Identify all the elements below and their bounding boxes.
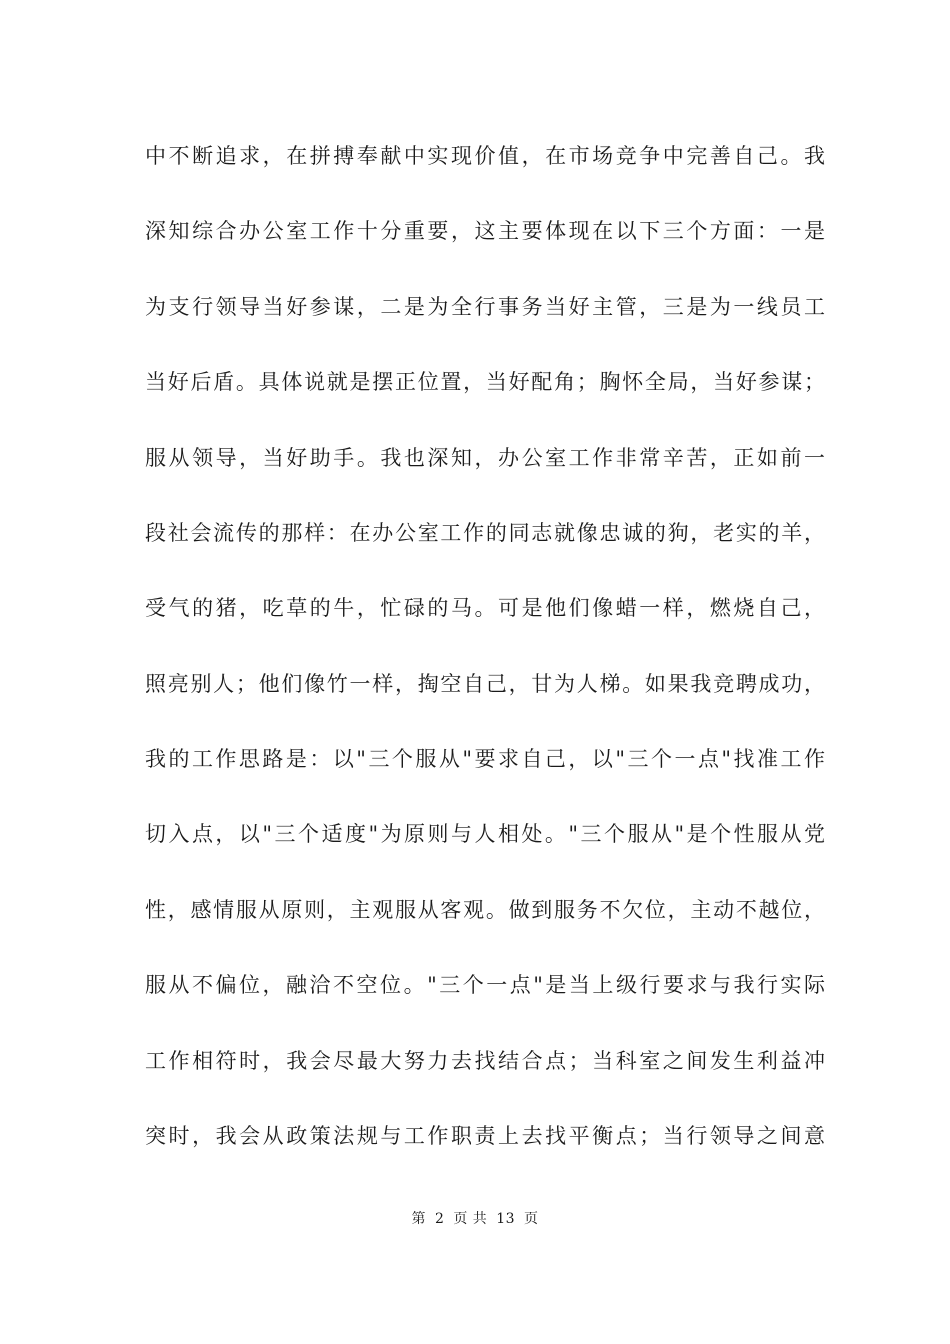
- text-line: 切入点，以"三个适度"为原则与人相处。"三个服从"是个性服从党: [145, 822, 825, 847]
- page-footer: [0, 1208, 950, 1228]
- body-text: [145, 138, 825, 1193]
- current-page-number: 2: [434, 1211, 445, 1227]
- text-line: 服从领导，当好助手。我也深知，办公室工作非常辛苦，正如前一: [145, 445, 825, 470]
- text-line: 当好后盾。具体说就是摆正位置，当好配角；胸怀全局，当好参谋；: [145, 370, 825, 395]
- text-line: 深知综合办公室工作十分重要，这主要体现在以下三个方面：一是: [145, 219, 825, 244]
- text-line: 工作相符时，我会尽最大努力去找结合点；当科室之间发生利益冲: [145, 1048, 825, 1073]
- footer-prefix: 第: [411, 1211, 426, 1227]
- footer-middle: 页 共: [453, 1211, 488, 1227]
- total-pages-number: 13: [496, 1211, 516, 1227]
- text-line: 性，感情服从原则，主观服从客观。做到服务不欠位，主动不越位，: [145, 897, 825, 922]
- text-line: 我的工作思路是：以"三个服从"要求自己，以"三个一点"找准工作: [145, 747, 825, 771]
- text-line: 服从不偏位，融洽不空位。"三个一点"是当上级行要求与我行实际: [145, 973, 825, 998]
- text-line: 照亮别人；他们像竹一样，掏空自己，甘为人梯。如果我竞聘成功，: [145, 671, 825, 696]
- footer-suffix: 页: [524, 1211, 539, 1227]
- text-line: 中不断追求，在拼搏奉献中实现价值，在市场竞争中完善自己。我: [145, 144, 825, 168]
- text-line: 段社会流传的那样：在办公室工作的同志就像忠诚的狗，老实的羊，: [145, 520, 825, 545]
- text-line: 为支行领导当好参谋，二是为全行事务当好主管，三是为一线员工: [145, 294, 825, 319]
- text-line: 受气的猪，吃草的牛，忙碌的马。可是他们像蜡一样，燃烧自己，: [145, 596, 825, 621]
- text-line: 突时，我会从政策法规与工作职责上去找平衡点；当行领导之间意: [145, 1123, 825, 1148]
